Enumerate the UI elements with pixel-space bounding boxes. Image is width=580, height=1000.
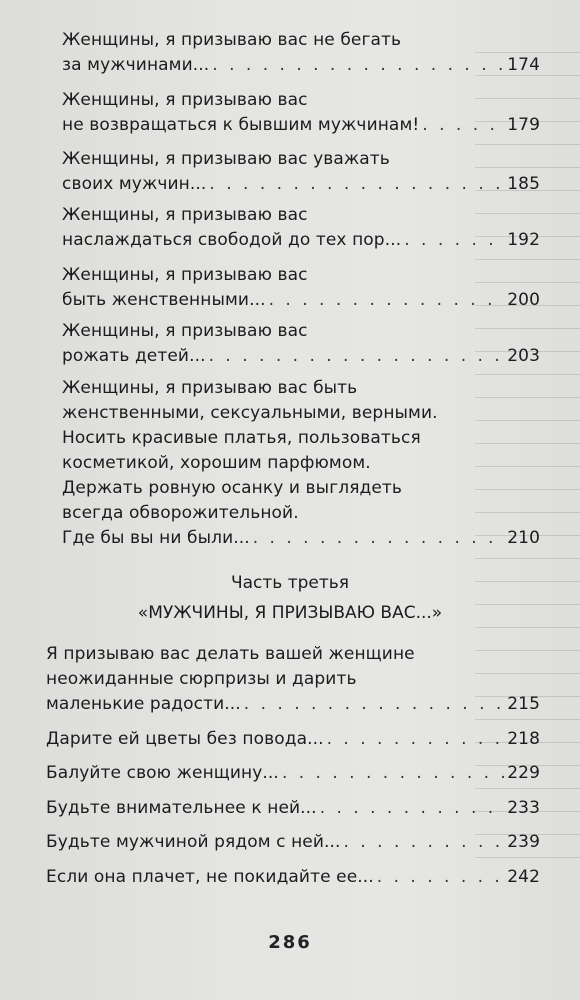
toc-entry-line xyxy=(62,451,540,476)
dot-leader xyxy=(253,526,505,551)
toc-entry xyxy=(46,761,540,786)
toc-entry-text: Женщины, я призываю вас уважать xyxy=(62,149,390,169)
toc-page-number: 192 xyxy=(507,230,540,250)
toc-page-number: 233 xyxy=(507,798,540,818)
toc-entry xyxy=(62,88,540,138)
toc-entry xyxy=(62,147,540,197)
dot-leader xyxy=(244,692,504,717)
dot-leader xyxy=(320,796,505,821)
toc-page-number: 174 xyxy=(507,55,540,75)
toc-entry-text: женственными, сексуальными, верными. xyxy=(62,403,438,423)
dot-leader xyxy=(209,172,504,197)
toc-entry-text: Женщины, я призываю вас xyxy=(62,205,308,225)
toc-entry-text: Балуйте свою женщину... xyxy=(46,763,279,783)
toc-entry-text: неожиданные сюрпризы и дарить xyxy=(46,669,357,689)
toc-entry xyxy=(46,830,540,855)
toc-page-number: 218 xyxy=(507,729,540,749)
toc-entry-text: маленькие радости... xyxy=(46,694,241,714)
toc-entry-text: рожать детей... xyxy=(62,346,206,366)
toc-entry-line xyxy=(62,113,540,138)
toc-entry-line xyxy=(62,501,540,526)
toc-entry xyxy=(62,263,540,313)
toc-entry-text: Носить красивые платья, пользоваться xyxy=(62,428,421,448)
toc-entry-text: своих мужчин... xyxy=(62,174,207,194)
toc-entry xyxy=(62,28,540,78)
toc-entry-line xyxy=(62,172,540,197)
toc-entry xyxy=(62,376,540,551)
toc-entry-text: Где бы вы ни были... xyxy=(62,528,250,548)
toc-entry-text: всегда обворожительной. xyxy=(62,503,299,523)
toc-entry-text: за мужчинами... xyxy=(62,55,210,75)
toc-page-number: 203 xyxy=(507,346,540,366)
dot-leader xyxy=(377,865,504,890)
toc-entry-text: Женщины, я призываю вас не бегать xyxy=(62,30,402,50)
toc-entry-line xyxy=(62,288,540,313)
toc-page-number: 185 xyxy=(507,174,540,194)
toc-page-number: 215 xyxy=(507,694,540,714)
toc-entry-text: не возвращаться к бывшим мужчинам! xyxy=(62,115,420,135)
toc-page-number: 242 xyxy=(507,867,540,887)
toc-entry-line xyxy=(62,263,540,288)
toc-entry-line xyxy=(62,476,540,501)
dot-leader xyxy=(269,288,505,313)
toc-entry-line xyxy=(46,727,540,752)
toc-page-number: 239 xyxy=(507,832,540,852)
toc-entry-line xyxy=(62,228,540,253)
dot-leader xyxy=(209,344,505,369)
toc-entry-line xyxy=(46,796,540,821)
toc-entry-text: Будьте мужчиной рядом с ней... xyxy=(46,832,341,852)
toc-entry-text: Будьте внимательнее к ней... xyxy=(46,798,317,818)
toc-entry xyxy=(46,796,540,821)
toc-page-number: 179 xyxy=(507,115,540,135)
toc-entry-line xyxy=(62,203,540,228)
toc-entry-line xyxy=(62,28,540,53)
toc-entry-line xyxy=(62,88,540,113)
toc-entry-line xyxy=(46,667,540,692)
toc-entry xyxy=(62,203,540,253)
dot-leader xyxy=(212,53,504,78)
dot-leader xyxy=(282,761,504,786)
toc-entry-text: Я призываю вас делать вашей женщине xyxy=(46,644,415,664)
toc-entry-line xyxy=(46,830,540,855)
toc-entry-text: Дарите ей цветы без повода... xyxy=(46,729,324,749)
toc-entry xyxy=(46,642,540,717)
toc-page-number: 200 xyxy=(507,290,540,310)
toc-entry-line xyxy=(46,865,540,890)
toc-entry-line xyxy=(62,147,540,172)
toc-entry-line xyxy=(62,53,540,78)
toc-entry-text: Женщины, я призываю вас xyxy=(62,90,308,110)
part-title: «МУЖЧИНЫ, Я ПРИЗЫВАЮ ВАС...» xyxy=(137,603,443,623)
toc-entry xyxy=(46,727,540,752)
toc-entry-line xyxy=(46,692,540,717)
dot-leader xyxy=(422,113,504,138)
toc-entry-text: Женщины, я призываю вас быть xyxy=(62,378,358,398)
toc-entry-text: Если она плачет, не покидайте ее... xyxy=(46,867,374,887)
toc-entry-text: быть женственными... xyxy=(62,290,266,310)
page-number: 286 xyxy=(268,932,312,953)
toc-page-number: 229 xyxy=(507,763,540,783)
toc-entry-line xyxy=(62,376,540,401)
toc-entry xyxy=(62,319,540,369)
toc-entry-line xyxy=(62,344,540,369)
toc-page-number: 210 xyxy=(507,528,540,548)
dot-leader xyxy=(344,830,505,855)
toc-entry-line xyxy=(46,642,540,667)
toc-entry-text: Женщины, я призываю вас xyxy=(62,265,308,285)
dot-leader xyxy=(327,727,505,752)
toc-entry-text: Женщины, я призываю вас xyxy=(62,321,308,341)
toc-entry-line xyxy=(62,319,540,344)
dot-leader xyxy=(404,228,504,253)
toc-entry xyxy=(46,865,540,890)
toc-entry-text: наслаждаться свободой до тех пор... xyxy=(62,230,402,250)
toc-entry-line xyxy=(62,426,540,451)
part-label: Часть третья xyxy=(230,573,350,593)
toc-entry-text: косметикой, хорошим парфюмом. xyxy=(62,453,371,473)
toc-entry-line xyxy=(62,526,540,551)
toc-entry-line xyxy=(62,401,540,426)
toc-entry-line xyxy=(46,761,540,786)
toc-entry-text: Держать ровную осанку и выглядеть xyxy=(62,478,403,498)
